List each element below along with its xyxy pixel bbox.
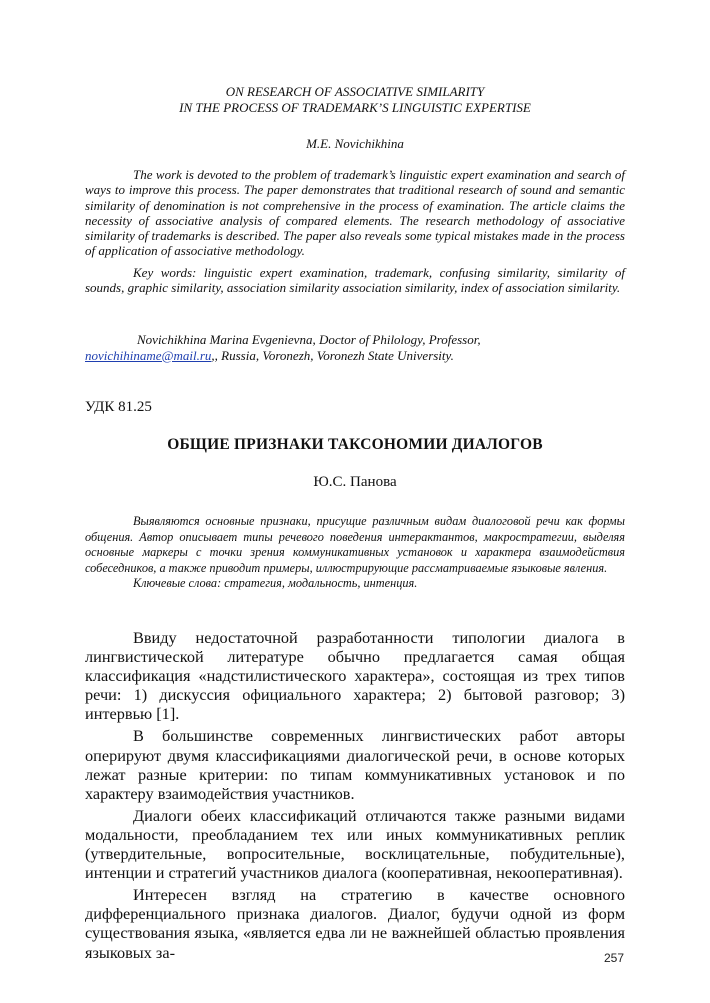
english-abstract-text: The work is devoted to the problem of trademark’s linguistic expert examination and search of ways to improve this process. The paper demonstrates that traditional research of sound and semantic similarity of denomination is not comprehensive in the process of examination. The article claims the necessity of associative analysis of compared elements. The research methodology of associative similarity of trademarks is described. The paper also reveals some typical mistakes made in the process of application of associative methodology. [85,167,625,259]
russian-abstract-text: Выявляются основные признаки, присущие различным видам диалоговой речи как формы общения. Автор описывает типы речевого поведения интерактантов, макростратегии, выделяя основные маркеры с точки зрения коммуникативных установок и характера взаимодействия собеседников, а также приводит примеры, иллюстрирующие рассматриваемые языковые явления. [85,514,625,575]
russian-keywords: Ключевые слова: стратегия, модальность, интенция. [133,576,418,590]
affiliation-suffix: ,, Russia, Voronezh, Voronezh State University. [211,347,454,363]
page-number: 257 [603,951,624,965]
english-title-line-1: ON RESEARCH OF ASSOCIATIVE SIMILARITY [225,84,485,99]
body-text [85,628,625,965]
body-paragraph: Интересен взгляд на стратегию в качестве основного дифференциального признака диалогов. Диалог, будучи одной из форм существования языка, «является едва ли не важнейшей областью проявления языковых за- [85,885,625,962]
udk-code: УДК 81.25 [85,399,152,415]
english-title-line-2: IN THE PROCESS OF TRADEMARK’S LINGUISTIC EXPERTISE [179,100,531,115]
english-keywords [85,265,625,296]
english-author: M.E. Novichikhina [306,136,404,151]
body-paragraph: В большинстве современных лингвистических работ авторы оперируют двумя классификациями диалогической речи, в основе которых лежат разные критерии: по типам коммуникативных установок и по характеру взаимодействия участников. [85,726,625,803]
english-title [0,84,710,116]
english-keywords-text: Key words: linguistic expert examination, trademark, confusing similarity, similarity of sounds, graphic similarity, association similarity association similarity, index of association similarity. [85,265,625,296]
russian-author: Ю.С. Панова [313,474,397,490]
body-paragraph: Диалоги обеих классификаций отличаются также разными видами модальности, преобладанием тех или иных коммуникативных реплик (утвердительные, вопросительные, восклицательные, побудительные), интенции и стратегий участников диалога (кооперативная, некооперативная). [85,805,625,883]
email-link[interactable]: novichihiname@mail.ru [85,347,212,363]
body-paragraph: Ввиду недостаточной разработанности типологии диалога в лингвистической литературе обычно предлагается самая общая классификация «надстилистического характера», состоящая из трех типов речи: 1) дискуссия официального характера; 2) бытовой разговор; 3) интервью [1]. [85,628,625,724]
english-abstract [85,167,625,259]
russian-title: ОБЩИЕ ПРИЗНАКИ ТАКСОНОМИИ ДИАЛОГОВ [167,436,543,453]
affiliation-prefix: Novichikhina Marina Evgenievna, Doctor of Philology, Professor, [137,332,481,347]
russian-abstract [85,514,625,592]
english-affiliation [85,332,625,363]
